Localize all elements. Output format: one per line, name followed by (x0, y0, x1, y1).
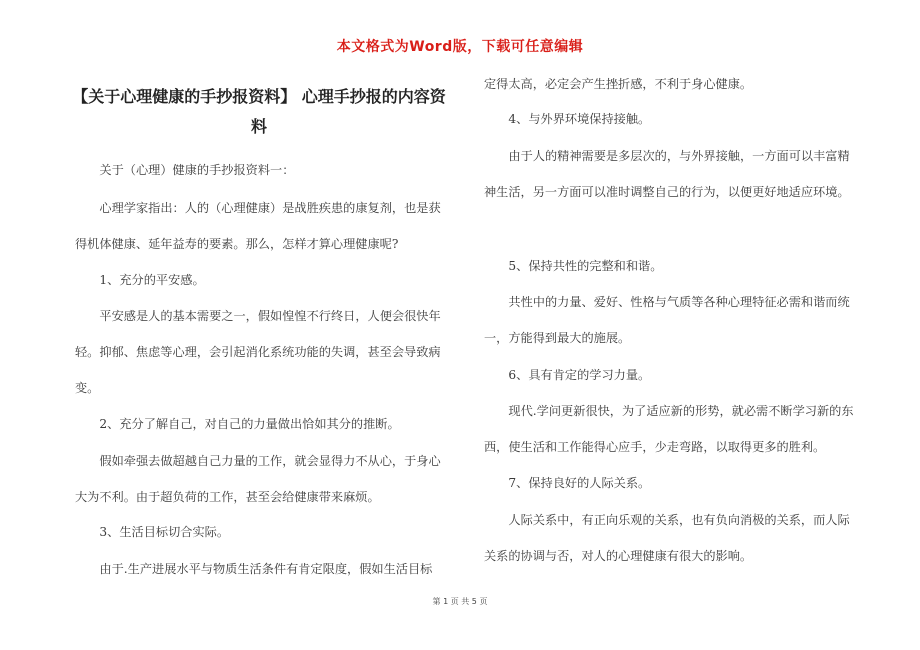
paragraph: 平安感是人的基本需要之一，假如惶惶不行终日，人便会很快年轻。抑郁、焦虑等心理，会引起消化系统功能的失调，甚至会导致病变。 (75, 309, 441, 395)
paragraph: 共性中的力量、爱好、性格与气质等各种心理特征必需和谐而统一，方能得到最大的施展。 (484, 295, 850, 345)
right-column (484, 0, 858, 650)
paragraph: 人际关系中，有正向乐观的关系，也有负向消极的关系，而人际关系的协调与否，对人的心理健康有很大的影响。 (484, 513, 850, 563)
section-heading: 6、具有肯定的学习力量。 (508, 368, 651, 382)
left-column (75, 0, 449, 650)
download-banner: 本文格式为Word版，下载可任意编辑 (336, 39, 584, 55)
section-heading: 1、充分的平安感。 (99, 273, 205, 287)
paragraph: 假如牵强去做超越自己力量的工作，就会显得力不从心，于身心大为不利。由于超负荷的工作，甚至会给健康带来麻烦。 (75, 454, 441, 504)
paragraph: 心理学家指出：人的（心理健康）是战胜疾患的康复剂，也是获得机体健康、延年益寿的要素。那么，怎样才算心理健康呢? (75, 201, 441, 251)
document-title: 【关于心理健康的手抄报资料】 心理手抄报的内容资料 (72, 87, 446, 136)
paragraph: 由于.生产进展水平与物质生活条件有肯定限度，假如生活目标 (99, 562, 433, 576)
section-heading: 2、充分了解自己，对自己的力量做出恰如其分的推断。 (99, 417, 400, 431)
page-number: 第 1 页 共 5 页 (432, 597, 488, 606)
paragraph: 关于（心理）健康的手抄报资料一： (99, 163, 295, 177)
paragraph: 现代.学问更新很快，为了适应新的形势，就必需不断学习新的东西，使生活和工作能得心应手，少走弯路，以取得更多的胜利。 (484, 404, 854, 454)
section-heading: 7、保持良好的人际关系。 (508, 476, 651, 490)
paragraph: 定得太高，必定会产生挫折感，不利于身心健康。 (484, 77, 753, 91)
paragraph: 由于人的精神需要是多层次的，与外界接触，一方面可以丰富精神生活，另一方面可以准时调整自己的行为，以便更好地适应环境。 (484, 149, 850, 199)
section-heading: 4、与外界环境保持接触。 (508, 112, 651, 126)
section-heading: 3、生活目标切合实际。 (99, 525, 230, 539)
section-heading: 5、保持共性的完整和和谐。 (508, 259, 663, 273)
